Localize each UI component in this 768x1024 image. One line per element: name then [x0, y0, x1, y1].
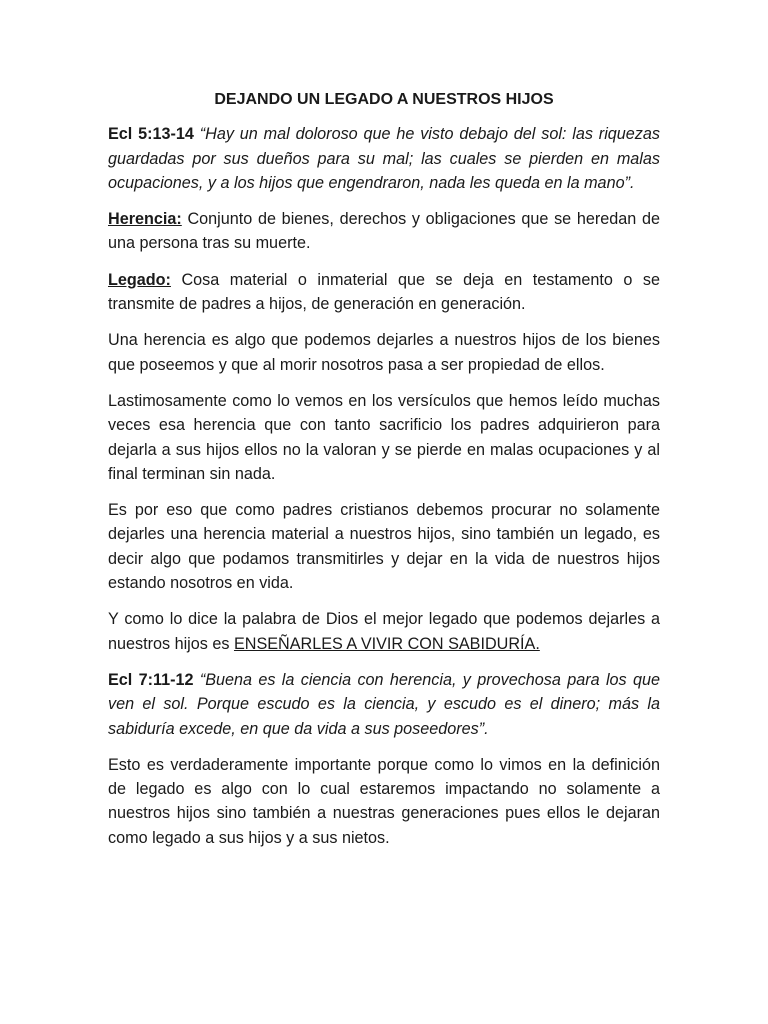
term-herencia: Herencia: — [108, 210, 182, 229]
body-paragraph-4-text: Y como lo dice la palabra de Dios el mejor legado que podemos dejarles a nuestros hijos es — [108, 610, 660, 653]
body-paragraph-2: Lastimosamente como lo vemos en los versículos que hemos leído muchas veces esa herencia que con tanto sacrificio los padres adquirieron para dejarla a sus hijos ellos no la valoran y se pierde en malas ocupaciones y al final terminan sin nada. — [108, 391, 660, 483]
definition-herencia-text: Conjunto de bienes, derechos y obligaciones que se heredan de una persona tras su muerte. — [108, 210, 660, 253]
verse-quote-2: “Buena es la ciencia con herencia, y provechosa para los que ven el sol. Porque escudo es la ciencia, y escudo es el dinero; más la sabiduría excede, en que da vida a sus poseedores”. — [108, 670, 660, 738]
verse-reference-1: Ecl 5:13-14 — [108, 125, 194, 144]
verse-paragraph-1 — [108, 122, 660, 195]
definition-legado-text: Cosa material o inmaterial que se deja en testamento o se transmite de padres a hijos, de generación en generación. — [108, 270, 660, 314]
body-paragraph-4-emphasis: ENSEÑARLES A VIVIR CON SABIDURÍA. — [233, 634, 540, 653]
body-paragraph-5: Esto es verdaderamente importante porque como lo vimos en la definición de legado es algo con lo cual estaremos impactando no solamente a nuestros hijos sino también a nuestras generaciones pues ellos le dejaran como legado a sus hijos y a sus nietos. — [108, 755, 660, 847]
body-paragraph-3: Es por eso que como padres cristianos debemos procurar no solamente dejarles una herencia material a nuestros hijos, sino también un legado, es decir algo que podamos transmitirles y dejar en la vida de nuestros hijos estando nosotros en vida. — [108, 501, 660, 593]
document-page — [108, 88, 660, 862]
definition-herencia — [108, 207, 660, 256]
term-legado: Legado: — [108, 270, 171, 289]
document-title: DEJANDO UN LEGADO A NUESTROS HIJOS — [214, 91, 554, 108]
body-paragraph-4 — [108, 607, 660, 656]
definition-legado — [108, 268, 660, 317]
verse-reference-2: Ecl 7:11-12 — [108, 670, 194, 689]
verse-quote-1: “Hay un mal doloroso que he visto debajo del sol: las riquezas guardadas por sus dueños para su mal; las cuales se pierden en malas ocupaciones, y a los hijos que engendraron, nada les queda en la mano”. — [108, 125, 660, 192]
body-paragraph-1: Una herencia es algo que podemos dejarles a nuestros hijos de los bienes que poseemos y que al morir nosotros pasa a ser propiedad de ellos. — [108, 331, 660, 374]
verse-paragraph-2 — [108, 668, 660, 741]
